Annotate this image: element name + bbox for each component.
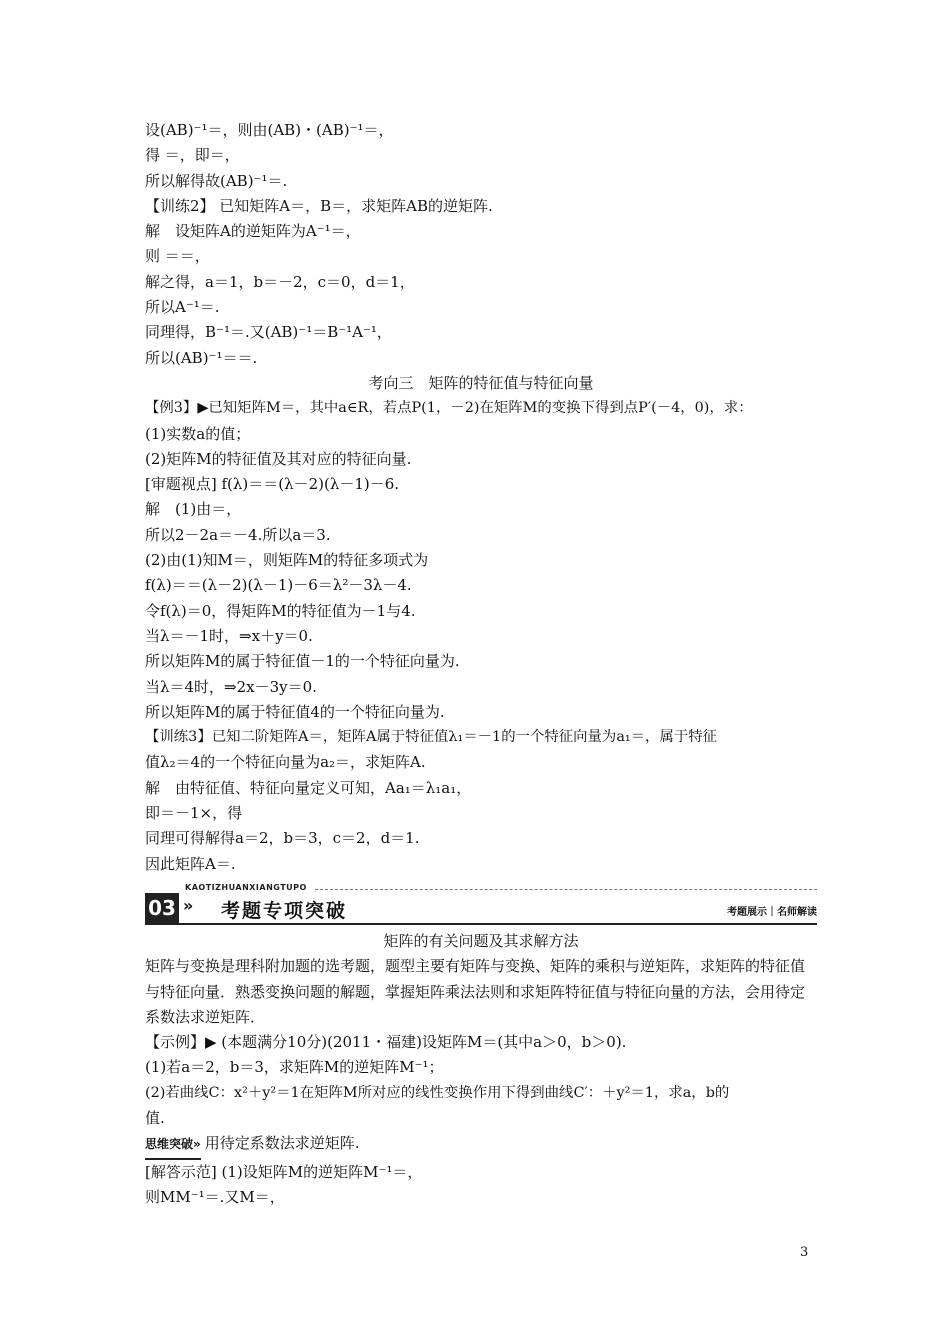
line: (2)若曲线C：x²＋y²＝1在矩阵M所对应的线性变换作用下得到曲线C′：＋y²＝1，求a，b的 [145,1084,730,1101]
line: 即＝－1×，得 [145,804,243,823]
line [145,1131,817,1159]
banner-subtitle: 考题展示｜名师解读 [727,906,817,918]
line: 值. [145,1108,165,1127]
line: 【训练3】已知二阶矩阵A＝，矩阵A属于特征值λ₁＝－1的一个特征向量为a₁＝，属于特征 [145,729,718,746]
document-page [145,118,817,1210]
line: 同理得，B⁻¹＝.又(AB)⁻¹＝B⁻¹A⁻¹， [145,323,392,342]
banner-title: 考题专项突破 [221,899,348,922]
line: 则MM⁻¹＝.又M＝， [145,1187,285,1206]
line: 所以A⁻¹＝. [145,298,220,317]
line: (2)由(1)知M＝，则矩阵M的特征多项式为 [145,551,429,570]
double-chevron-icon: » [183,895,194,915]
line: 【示例】▶ (本题满分10分)(2011・福建)设矩阵M＝(其中a＞0，b＞0). [145,1033,627,1052]
line: [审题视点] f(λ)＝＝(λ－2)(λ－1)－6. [145,475,400,494]
line: 因此矩阵A＝. [145,854,236,873]
line: 所以解得故(AB)⁻¹＝. [145,171,288,190]
line: (1)若a＝2，b＝3，求矩阵M的逆矩阵M⁻¹； [145,1058,444,1077]
section-title: 考向三 矩阵的特征值与特征向量 [368,373,594,392]
line: 令f(λ)＝0，得矩阵M的特征值为－1与4. [145,601,416,620]
page-number: 3 [800,1245,809,1260]
banner-pinyin: KAOTIZHUANXIANGTUPO [185,882,307,892]
section-banner [145,883,817,923]
line: (2)矩阵M的特征值及其对应的特征向量. [145,449,412,468]
line: 当λ＝－1时，⇒x＋y＝0. [145,626,313,645]
banner-dashed-line [315,889,817,890]
line: 得 ＝，即＝， [145,146,240,165]
line: (1)实数a的值； [145,424,251,443]
line: 所以2－2a＝－4.所以a＝3. [145,525,331,544]
line: 所以矩阵M的属于特征值4的一个特征向量为. [145,702,445,721]
line: 【例3】▶已知矩阵M＝，其中a∈R，若点P(1，－2)在矩阵M的变换下得到点P′(－4，0)，求： [145,400,753,417]
line: 所以矩阵M的属于特征值－1的一个特征向量为. [145,652,460,671]
line: 【训练2】 已知矩阵A＝，B＝，求矩阵AB的逆矩阵. [145,196,493,215]
line: 解 (1)由＝， [145,500,242,519]
thinking-tag: 思维突破» [145,1132,201,1159]
line: 解之得，a＝1，b＝－2，c＝0，d＝1， [145,272,415,291]
line: 设(AB)⁻¹＝，则由(AB)・(AB)⁻¹＝， [145,121,394,139]
line: 同理可得解得a＝2，b＝3，c＝2，d＝1. [145,829,420,848]
line: [解答示范] (1)设矩阵M的逆矩阵M⁻¹＝， [145,1162,423,1181]
line: 解 由特征值、特征向量定义可知，Aa₁＝λ₁a₁， [145,778,472,797]
line: 解 设矩阵A的逆矩阵为A⁻¹＝， [145,222,361,241]
line: 值λ₂＝4的一个特征向量为a₂＝，求矩阵A. [145,753,426,772]
line: 则 ＝＝， [145,247,210,266]
line: f(λ)＝＝(λ－2)(λ－1)－6＝λ²－3λ－4. [145,576,412,595]
banner-rule [145,923,817,925]
intro-paragraph: 矩阵与变换是理科附加题的选考题，题型主要有矩阵与变换、矩阵的乘积与逆矩阵，求矩阵的特征值与特征向量．熟悉变换问题的解题，掌握矩阵乘法法则和求矩阵特征值与特征向量的方法，会用待定系数法求逆矩阵． [145,957,806,1026]
line: 所以(AB)⁻¹＝＝. [145,348,258,367]
section-title: 矩阵的有关问题及其求解方法 [383,931,579,950]
thinking-text: 用待定系数法求逆矩阵. [204,1134,360,1153]
banner-number: 03 [145,893,179,923]
line: 当λ＝4时，⇒2x－3y＝0. [145,677,317,696]
